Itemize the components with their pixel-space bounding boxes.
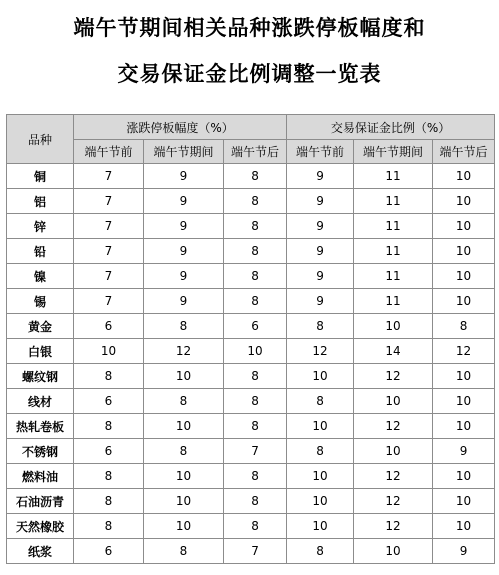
cell-limit-after: 8 — [224, 189, 287, 214]
cell-limit-during: 12 — [144, 339, 224, 364]
cell-margin-before: 10 — [287, 464, 354, 489]
table-row — [7, 414, 495, 439]
cell-margin-before: 9 — [287, 264, 354, 289]
cell-limit-after: 8 — [224, 489, 287, 514]
cell-margin-after: 8 — [433, 314, 495, 339]
cell-margin-after: 10 — [433, 164, 495, 189]
header-margin-during: 端午节期间 — [354, 140, 433, 164]
cell-margin-during: 11 — [354, 214, 433, 239]
table-row — [7, 514, 495, 539]
cell-variety: 白银 — [7, 339, 74, 364]
header-limit-after: 端午节后 — [224, 140, 287, 164]
cell-limit-after: 7 — [224, 539, 287, 564]
cell-variety: 铝 — [7, 189, 74, 214]
cell-limit-before: 6 — [74, 389, 144, 414]
cell-limit-before: 7 — [74, 264, 144, 289]
cell-limit-after: 8 — [224, 239, 287, 264]
cell-margin-during: 10 — [354, 314, 433, 339]
cell-variety: 螺纹钢 — [7, 364, 74, 389]
cell-margin-before: 8 — [287, 314, 354, 339]
cell-margin-during: 11 — [354, 264, 433, 289]
cell-margin-during: 12 — [354, 514, 433, 539]
cell-limit-before: 10 — [74, 339, 144, 364]
cell-limit-before: 7 — [74, 214, 144, 239]
cell-margin-during: 11 — [354, 239, 433, 264]
cell-margin-during: 12 — [354, 364, 433, 389]
cell-limit-after: 7 — [224, 439, 287, 464]
table-row — [7, 439, 495, 464]
cell-limit-during: 9 — [144, 214, 224, 239]
adjustment-table — [6, 114, 495, 564]
header-limit-before: 端午节前 — [74, 140, 144, 164]
cell-limit-before: 8 — [74, 414, 144, 439]
cell-margin-before: 10 — [287, 364, 354, 389]
cell-limit-during: 8 — [144, 439, 224, 464]
cell-variety: 锡 — [7, 289, 74, 314]
cell-limit-during: 9 — [144, 164, 224, 189]
table-row — [7, 214, 495, 239]
cell-limit-during: 9 — [144, 239, 224, 264]
cell-limit-during: 9 — [144, 264, 224, 289]
cell-margin-before: 10 — [287, 414, 354, 439]
table-row — [7, 239, 495, 264]
table-row — [7, 264, 495, 289]
cell-limit-during: 10 — [144, 464, 224, 489]
cell-limit-before: 8 — [74, 364, 144, 389]
cell-margin-during: 12 — [354, 464, 433, 489]
cell-margin-during: 10 — [354, 439, 433, 464]
cell-margin-before: 8 — [287, 439, 354, 464]
cell-limit-after: 8 — [224, 514, 287, 539]
cell-limit-before: 7 — [74, 289, 144, 314]
cell-variety: 天然橡胶 — [7, 514, 74, 539]
document-title-line-1: 端午节期间相关品种涨跌停板幅度和 — [73, 16, 426, 40]
cell-limit-after: 8 — [224, 464, 287, 489]
cell-margin-before: 9 — [287, 164, 354, 189]
cell-margin-before: 10 — [287, 489, 354, 514]
cell-margin-after: 10 — [433, 189, 495, 214]
table-body — [7, 164, 495, 564]
cell-margin-before: 9 — [287, 189, 354, 214]
cell-margin-after: 10 — [433, 514, 495, 539]
cell-limit-before: 7 — [74, 239, 144, 264]
cell-limit-during: 9 — [144, 289, 224, 314]
table-row — [7, 339, 495, 364]
cell-limit-during: 10 — [144, 364, 224, 389]
cell-limit-during: 10 — [144, 489, 224, 514]
cell-limit-before: 6 — [74, 439, 144, 464]
cell-margin-after: 9 — [433, 439, 495, 464]
cell-margin-before: 8 — [287, 389, 354, 414]
cell-limit-after: 6 — [224, 314, 287, 339]
cell-margin-after: 12 — [433, 339, 495, 364]
table-row — [7, 189, 495, 214]
header-margin-group: 交易保证金比例（%） — [287, 115, 495, 140]
header-margin-before: 端午节前 — [287, 140, 354, 164]
cell-limit-after: 8 — [224, 364, 287, 389]
cell-margin-before: 9 — [287, 289, 354, 314]
document-title-line-2: 交易保证金比例调整一览表 — [117, 62, 382, 86]
header-variety: 品种 — [7, 115, 74, 164]
cell-margin-after: 9 — [433, 539, 495, 564]
cell-limit-after: 8 — [224, 214, 287, 239]
cell-margin-during: 11 — [354, 189, 433, 214]
cell-margin-during: 10 — [354, 539, 433, 564]
cell-variety: 黄金 — [7, 314, 74, 339]
cell-variety: 石油沥青 — [7, 489, 74, 514]
table-row — [7, 464, 495, 489]
cell-margin-during: 11 — [354, 289, 433, 314]
cell-variety: 燃料油 — [7, 464, 74, 489]
cell-limit-during: 8 — [144, 539, 224, 564]
cell-margin-before: 8 — [287, 539, 354, 564]
cell-limit-before: 8 — [74, 489, 144, 514]
cell-margin-after: 10 — [433, 414, 495, 439]
header-limit-during: 端午节期间 — [144, 140, 224, 164]
cell-margin-before: 10 — [287, 514, 354, 539]
cell-limit-after: 8 — [224, 389, 287, 414]
cell-limit-before: 6 — [74, 314, 144, 339]
cell-variety: 纸浆 — [7, 539, 74, 564]
table-row — [7, 364, 495, 389]
table-row — [7, 164, 495, 189]
cell-variety: 线材 — [7, 389, 74, 414]
cell-limit-after: 8 — [224, 264, 287, 289]
cell-margin-after: 10 — [433, 214, 495, 239]
cell-margin-before: 9 — [287, 239, 354, 264]
cell-variety: 铅 — [7, 239, 74, 264]
cell-limit-after: 8 — [224, 289, 287, 314]
cell-limit-during: 8 — [144, 314, 224, 339]
cell-limit-before: 6 — [74, 539, 144, 564]
header-limit-group: 涨跌停板幅度（%） — [74, 115, 287, 140]
cell-limit-during: 9 — [144, 189, 224, 214]
cell-margin-after: 10 — [433, 289, 495, 314]
header-row-groups — [7, 115, 495, 140]
cell-variety: 热轧卷板 — [7, 414, 74, 439]
cell-limit-during: 10 — [144, 514, 224, 539]
table-row — [7, 289, 495, 314]
cell-variety: 铜 — [7, 164, 74, 189]
cell-limit-before: 7 — [74, 164, 144, 189]
cell-limit-during: 10 — [144, 414, 224, 439]
cell-variety: 不锈钢 — [7, 439, 74, 464]
cell-margin-during: 12 — [354, 414, 433, 439]
cell-margin-during: 12 — [354, 489, 433, 514]
cell-limit-after: 8 — [224, 414, 287, 439]
cell-margin-after: 10 — [433, 464, 495, 489]
table-row — [7, 314, 495, 339]
cell-margin-after: 10 — [433, 364, 495, 389]
cell-variety: 镍 — [7, 264, 74, 289]
cell-limit-before: 7 — [74, 189, 144, 214]
table-row — [7, 389, 495, 414]
cell-limit-after: 8 — [224, 164, 287, 189]
cell-margin-after: 10 — [433, 239, 495, 264]
header-row-periods — [7, 140, 495, 164]
table-row — [7, 539, 495, 564]
table-row — [7, 489, 495, 514]
cell-margin-after: 10 — [433, 489, 495, 514]
cell-margin-during: 11 — [354, 164, 433, 189]
cell-margin-during: 10 — [354, 389, 433, 414]
cell-margin-before: 9 — [287, 214, 354, 239]
header-margin-after: 端午节后 — [433, 140, 495, 164]
cell-limit-before: 8 — [74, 464, 144, 489]
cell-margin-after: 10 — [433, 264, 495, 289]
cell-margin-during: 14 — [354, 339, 433, 364]
cell-limit-after: 10 — [224, 339, 287, 364]
cell-variety: 锌 — [7, 214, 74, 239]
cell-margin-after: 10 — [433, 389, 495, 414]
cell-limit-during: 8 — [144, 389, 224, 414]
cell-margin-before: 12 — [287, 339, 354, 364]
cell-limit-before: 8 — [74, 514, 144, 539]
